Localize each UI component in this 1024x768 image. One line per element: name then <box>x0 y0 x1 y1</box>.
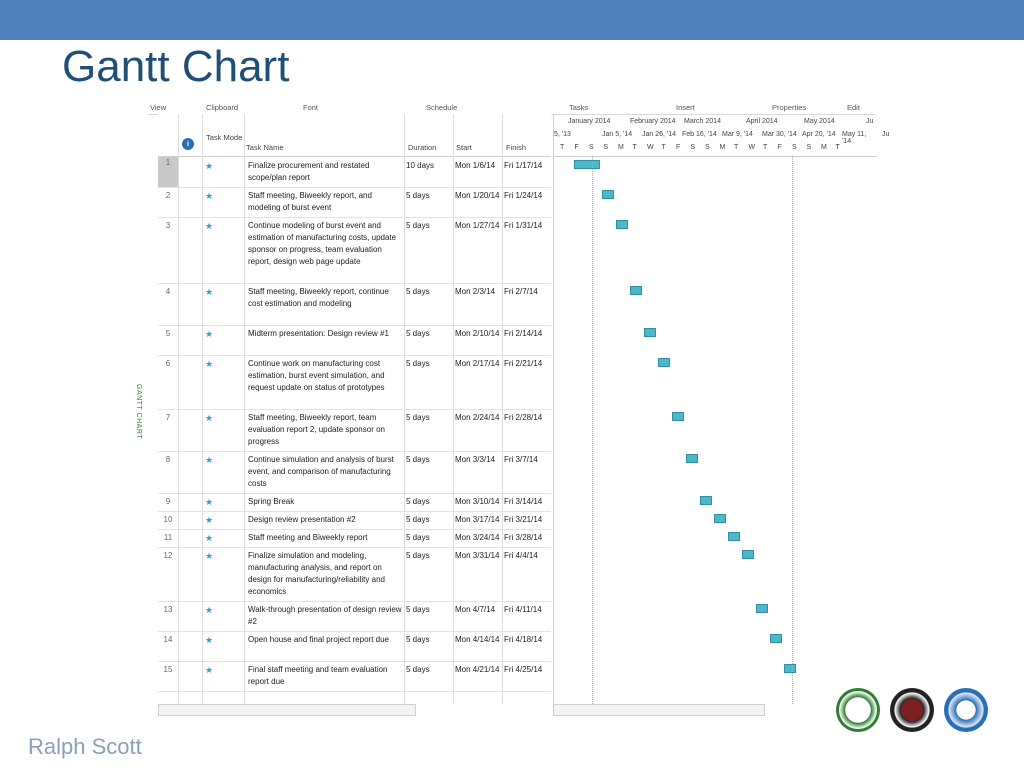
start-cell[interactable]: Mon 1/27/14 <box>455 221 500 230</box>
task-mode-pin-icon: ★ <box>205 497 214 507</box>
finish-cell[interactable]: Fri 1/31/14 <box>504 221 543 230</box>
slide-footer-author: Ralph Scott <box>28 734 142 759</box>
ribbon-group-font: Font <box>303 103 319 112</box>
timescale-day: T <box>763 144 768 151</box>
task-row[interactable] <box>158 493 551 512</box>
college-logo <box>944 688 988 732</box>
timescale-day: T <box>661 144 666 151</box>
task-bar[interactable] <box>700 496 712 505</box>
timescale-week: Apr 20, '14 <box>802 131 836 138</box>
column-divider <box>453 114 454 704</box>
slide-top-bar <box>0 0 1024 40</box>
ribbon-group-clipboard: Clipboard <box>206 103 239 112</box>
finish-cell[interactable]: Fri 4/18/14 <box>504 635 543 644</box>
task-bar[interactable] <box>714 514 726 523</box>
start-cell[interactable]: Mon 3/10/14 <box>455 497 500 506</box>
duration-cell[interactable]: 5 days <box>406 359 430 368</box>
finish-cell[interactable]: Fri 4/25/14 <box>504 665 543 674</box>
row-number[interactable]: 2 <box>165 191 171 200</box>
duration-cell[interactable]: 5 days <box>406 551 430 560</box>
finish-cell[interactable]: Fri 2/14/14 <box>504 329 543 338</box>
task-mode-pin-icon: ★ <box>205 287 214 297</box>
task-name-cell[interactable]: Finalize procurement and restated scope/plan report <box>248 161 370 182</box>
timescale-month: February 2014 <box>630 118 676 125</box>
timescale-day: S <box>589 144 594 151</box>
timescale-day: M <box>618 144 624 151</box>
row-number[interactable]: 13 <box>163 605 173 614</box>
timescale-month: January 2014 <box>568 118 611 125</box>
task-name-cell[interactable]: Staff meeting, Biweekly report, and modeling of burst event <box>248 191 372 212</box>
row-number[interactable]: 10 <box>163 515 173 524</box>
timescale-day: T <box>632 144 637 151</box>
finish-cell[interactable]: Fri 3/28/14 <box>504 533 543 542</box>
timescale-month: May 2014 <box>804 118 835 125</box>
info-icon[interactable]: i <box>182 138 194 150</box>
timescale-week: May 11, '14 <box>842 131 867 145</box>
timescale-day: S <box>705 144 710 151</box>
row-number[interactable]: 5 <box>165 329 171 338</box>
duration-cell[interactable]: 5 days <box>406 191 430 200</box>
task-row[interactable] <box>158 631 551 662</box>
task-mode-pin-icon: ★ <box>205 665 214 675</box>
task-name-cell[interactable]: Finalize simulation and modeling, manufacturing analysis, and report on design for manufacturing/reliability and economics <box>248 551 385 596</box>
start-cell[interactable]: Mon 3/17/14 <box>455 515 500 524</box>
row-number[interactable]: 7 <box>165 413 171 422</box>
start-cell[interactable]: Mon 4/7/14 <box>455 605 496 614</box>
task-name-cell[interactable]: Staff meeting, Biweekly report, team evaluation report 2, update sponsor on progress <box>248 413 385 446</box>
start-cell[interactable]: Mon 1/20/14 <box>455 191 500 200</box>
timescale-month: March 2014 <box>684 118 721 125</box>
column-start[interactable]: Start <box>456 143 472 152</box>
finish-cell[interactable]: Fri 2/7/14 <box>504 287 538 296</box>
task-row[interactable] <box>158 187 551 218</box>
task-bar[interactable] <box>770 634 782 643</box>
task-mode-pin-icon: ★ <box>205 221 214 231</box>
row-number[interactable]: 11 <box>163 533 173 542</box>
timescale-month: April 2014 <box>746 118 778 125</box>
view-side-label: GANTT CHART <box>135 384 142 440</box>
duration-cell[interactable]: 5 days <box>406 533 430 542</box>
timescale-week: Feb 16, '14 <box>682 131 717 138</box>
gantt-chart <box>553 114 890 704</box>
table-scrollbar[interactable] <box>158 704 416 716</box>
row-number[interactable]: 6 <box>165 359 171 368</box>
task-name-cell[interactable]: Midterm presentation: Design review #1 <box>248 329 389 338</box>
timescale-day: T <box>734 144 739 151</box>
task-row[interactable] <box>158 409 551 452</box>
task-row[interactable] <box>158 529 551 548</box>
task-bar[interactable] <box>630 286 642 295</box>
timescale-day: S <box>690 144 696 151</box>
start-cell[interactable]: Mon 2/3/14 <box>455 287 496 296</box>
column-divider <box>178 114 179 704</box>
timescale-day: S <box>792 144 797 151</box>
column-divider <box>502 114 503 704</box>
task-row[interactable] <box>158 511 551 530</box>
task-mode-pin-icon: ★ <box>205 191 214 201</box>
timescale-week: Mar 30, '14 <box>762 131 797 138</box>
ribbon-group-insert: Insert <box>676 103 695 112</box>
duration-cell[interactable]: 5 days <box>406 287 430 296</box>
timescale-week: 5, '13 <box>554 131 571 138</box>
task-mode-pin-icon: ★ <box>205 413 214 423</box>
ribbon <box>148 100 876 115</box>
university-seal-logo <box>836 688 880 732</box>
duration-cell[interactable]: 5 days <box>406 635 430 644</box>
task-row[interactable] <box>158 217 551 284</box>
finish-cell[interactable]: Fri 2/28/14 <box>504 413 543 422</box>
task-row[interactable] <box>158 355 551 410</box>
row-number[interactable]: 12 <box>163 551 173 560</box>
gantt-scrollbar[interactable] <box>553 704 765 716</box>
task-bar[interactable] <box>644 328 656 337</box>
column-divider <box>404 114 405 704</box>
row-number[interactable]: 14 <box>163 635 173 644</box>
task-row[interactable] <box>158 283 551 326</box>
start-cell[interactable]: Mon 4/21/14 <box>455 665 500 674</box>
task-mode-pin-icon: ★ <box>205 455 214 465</box>
ribbon-tab-view[interactable]: View <box>150 103 167 112</box>
finish-cell[interactable]: Fri 3/7/14 <box>504 455 538 464</box>
row-number[interactable]: 1 <box>158 157 178 187</box>
column-task-mode[interactable]: Task Mode <box>206 133 243 142</box>
finish-cell[interactable]: Fri 3/14/14 <box>504 497 543 506</box>
project-screenshot <box>135 100 890 716</box>
start-cell[interactable]: Mon 4/14/14 <box>455 635 500 644</box>
row-number[interactable]: 3 <box>165 221 171 230</box>
task-table <box>158 114 551 704</box>
timescale-day: S <box>806 144 812 151</box>
duration-cell[interactable]: 5 days <box>406 413 430 422</box>
start-cell[interactable]: Mon 2/10/14 <box>455 329 500 338</box>
task-mode-pin-icon: ★ <box>205 161 214 171</box>
timescale-day: W <box>647 144 654 151</box>
finish-cell[interactable]: Fri 4/11/14 <box>504 605 542 614</box>
task-row[interactable] <box>158 451 551 494</box>
task-mode-pin-icon: ★ <box>205 359 214 369</box>
task-name-cell[interactable]: Design review presentation #2 <box>248 515 356 524</box>
start-cell[interactable]: Mon 3/3/14 <box>455 455 496 464</box>
start-cell[interactable]: Mon 1/6/14 <box>455 161 496 170</box>
task-name-cell[interactable]: Continue simulation and analysis of burst event, and comparison of manufacturing costs <box>248 455 394 488</box>
task-bar[interactable] <box>756 604 768 613</box>
finish-cell[interactable]: Fri 3/21/14 <box>504 515 543 524</box>
task-row[interactable] <box>158 601 551 632</box>
timescale-week: Ju <box>882 131 890 138</box>
timescale-day: W <box>748 144 756 151</box>
timescale-day: M <box>719 144 726 151</box>
ribbon-group-schedule: Schedule <box>426 103 458 112</box>
task-bar[interactable] <box>784 664 796 673</box>
task-bar[interactable] <box>574 160 600 169</box>
finish-cell[interactable]: Fri 1/24/14 <box>504 191 543 200</box>
duration-cell[interactable]: 5 days <box>406 515 430 524</box>
task-mode-pin-icon: ★ <box>205 605 214 615</box>
ribbon-group-edit: Edit <box>847 103 860 112</box>
start-cell[interactable]: Mon 2/17/14 <box>455 359 500 368</box>
task-bar[interactable] <box>658 358 670 367</box>
task-bar[interactable] <box>728 532 740 541</box>
column-divider <box>202 114 203 704</box>
duration-cell[interactable]: 5 days <box>406 455 430 464</box>
timescale-day: S <box>603 144 609 151</box>
task-mode-pin-icon: ★ <box>205 635 214 645</box>
timescale-day: F <box>574 144 579 151</box>
column-task-name[interactable]: Task Name <box>246 143 284 152</box>
timescale-day: F <box>777 144 782 151</box>
finish-cell[interactable]: Fri 1/17/14 <box>504 161 543 170</box>
duration-cell[interactable]: 10 days <box>406 161 435 170</box>
row-number[interactable]: 15 <box>163 665 173 674</box>
timescale-week: Jan 26, '14 <box>642 131 677 138</box>
task-row[interactable] <box>158 547 551 602</box>
duration-cell[interactable]: 5 days <box>406 497 430 506</box>
timescale-day: T <box>835 144 840 151</box>
start-cell[interactable]: Mon 3/24/14 <box>455 533 500 542</box>
column-duration[interactable]: Duration <box>408 143 437 152</box>
task-mode-pin-icon: ★ <box>205 533 214 543</box>
task-name-cell[interactable]: Walk-through presentation of design review #2 <box>248 605 402 626</box>
task-row[interactable] <box>158 157 551 188</box>
timescale-day: F <box>676 144 681 151</box>
task-name-cell[interactable]: Spring Break <box>248 497 295 506</box>
duration-cell[interactable]: 5 days <box>406 221 430 230</box>
timescale-header <box>554 114 890 157</box>
task-bar[interactable] <box>672 412 684 421</box>
task-row[interactable] <box>158 661 551 692</box>
timescale-week: Jan 5, '14 <box>602 131 633 138</box>
finish-cell[interactable]: Fri 4/4/14 <box>504 551 538 560</box>
task-name-cell[interactable]: Final staff meeting and team evaluation report due <box>248 665 388 686</box>
task-name-cell[interactable]: Continue modeling of burst event and estimation of manufacturing costs, update sponsor on progress, team evaluation report, design web page update <box>248 221 397 266</box>
task-mode-pin-icon: ★ <box>205 551 214 561</box>
row-number[interactable]: 9 <box>165 497 171 506</box>
duration-cell[interactable]: 5 days <box>406 605 430 614</box>
status-date-line <box>792 156 793 704</box>
duration-cell[interactable]: 5 days <box>406 665 430 674</box>
task-name-cell[interactable]: Staff meeting and Biweekly report <box>248 533 368 542</box>
ribbon-group-properties: Properties <box>772 103 807 112</box>
task-bar[interactable] <box>602 190 614 199</box>
start-cell[interactable]: Mon 3/31/14 <box>455 551 500 560</box>
start-cell[interactable]: Mon 2/24/14 <box>455 413 500 422</box>
task-name-cell[interactable]: Staff meeting, Biweekly report, continue cost estimation and modeling <box>248 287 389 308</box>
column-finish[interactable]: Finish <box>506 143 527 152</box>
institution-seal-logo <box>890 688 934 732</box>
finish-cell[interactable]: Fri 2/21/14 <box>504 359 543 368</box>
timescale-week: Mar 9, '14 <box>722 131 753 138</box>
task-mode-pin-icon: ★ <box>205 515 214 525</box>
task-bar[interactable] <box>616 220 628 229</box>
task-bar[interactable] <box>686 454 698 463</box>
timescale-day: M <box>821 144 827 151</box>
duration-cell[interactable]: 5 days <box>406 329 430 338</box>
task-name-cell[interactable]: Open house and final project report due <box>248 635 389 644</box>
task-mode-pin-icon: ★ <box>205 329 214 339</box>
task-table-header <box>158 114 551 157</box>
timescale-month: Ju <box>866 118 874 125</box>
row-number[interactable]: 4 <box>165 287 171 296</box>
task-name-cell[interactable]: Continue work on manufacturing cost estimation, burst event simulation, and request update on status of prototypes <box>248 359 385 392</box>
ribbon-group-tasks: Tasks <box>569 103 589 112</box>
status-date-line <box>592 156 593 704</box>
timescale-day: T <box>560 144 565 151</box>
row-number[interactable]: 8 <box>165 455 171 464</box>
slide-title: Gantt Chart <box>62 42 290 91</box>
task-row[interactable] <box>158 325 551 356</box>
task-bar[interactable] <box>742 550 754 559</box>
column-divider <box>244 114 245 704</box>
